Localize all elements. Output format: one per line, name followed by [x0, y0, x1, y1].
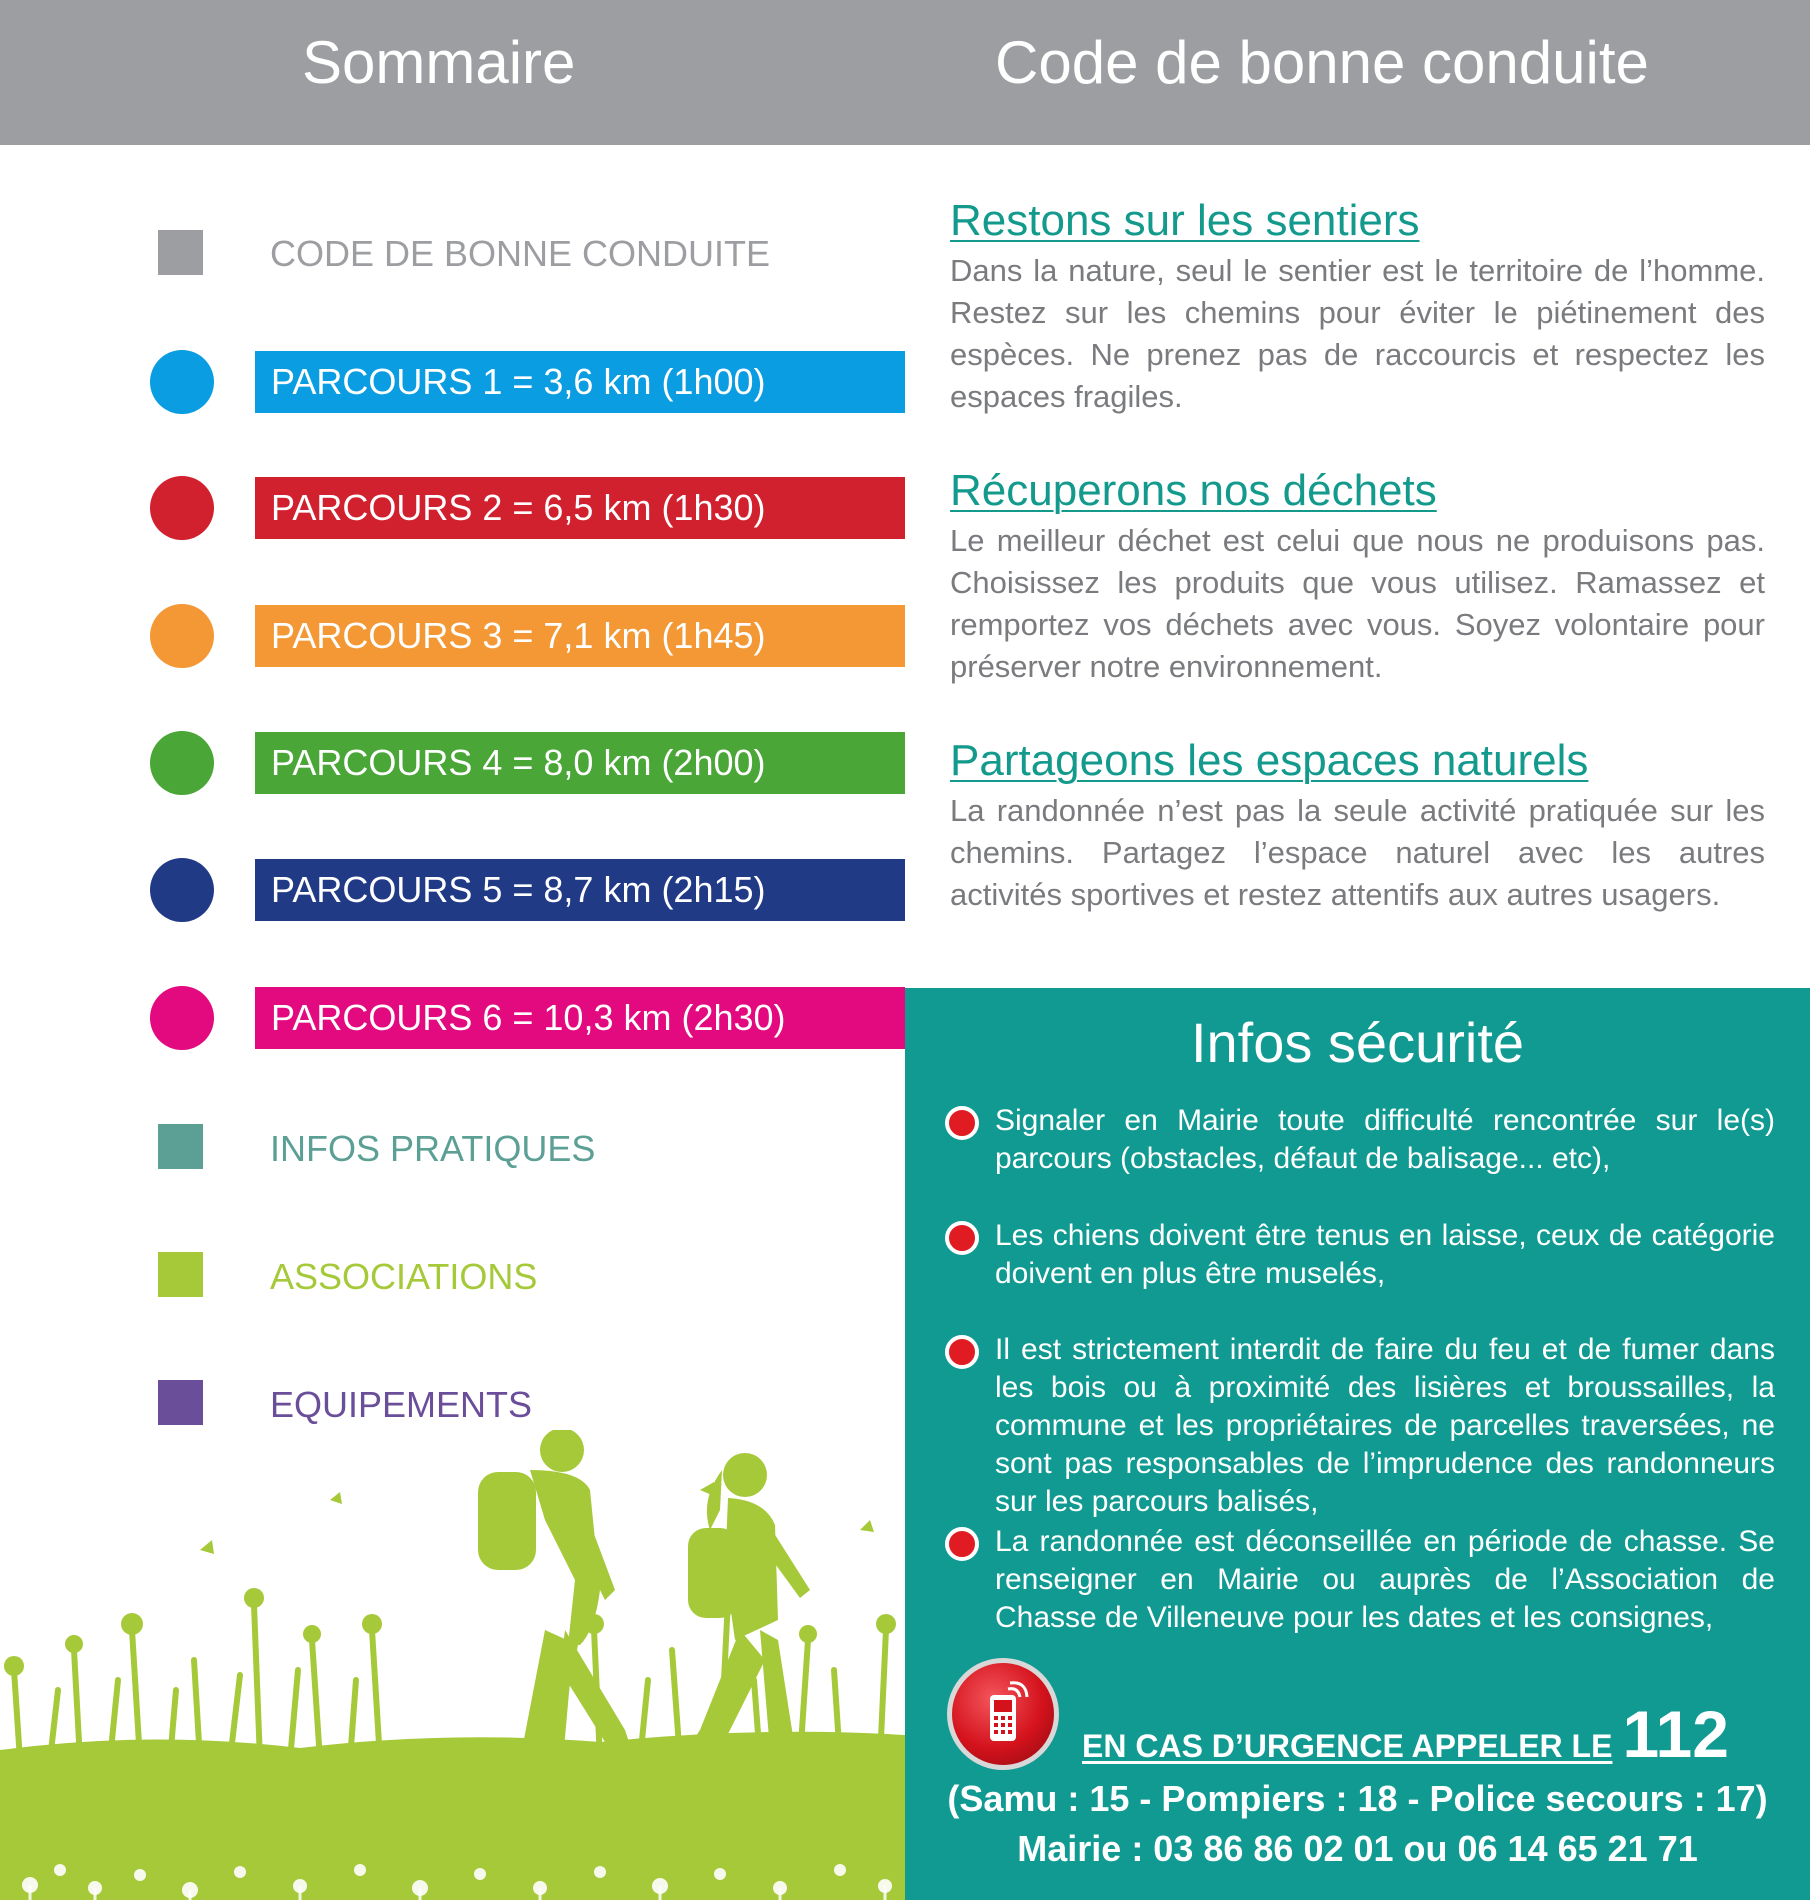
section-text: Le meilleur déchet est celui que nous ne produisons pas. Choisissez les produits que vous utilisez. Ramassez et remportez vos déchets avec vous. Soyez volontaire pour préserver notre environnement. [950, 523, 1765, 684]
section-text: Dans la nature, seul le sentier est le territoire de l’homme. Restez sur les chemins pour éviter le piétinement des espèces. Ne prenez pas de raccourcis et respectez les espaces fragiles. [950, 253, 1765, 414]
hikers-meadow-illustration [0, 1430, 905, 1900]
parcours-label: PARCOURS 1 = 3,6 km (1h00) [271, 361, 766, 402]
bullet-text: Signaler en Mairie toute difficulté rencontrée sur le(s) parcours (obstacles, défaut de balisage... etc), [995, 1104, 1775, 1175]
parcours-bar [255, 732, 905, 794]
magenta-dot-icon [150, 986, 214, 1050]
section-title: Récuperons nos déchets [950, 466, 1437, 515]
urgence-number: 112 [1622, 1697, 1729, 1771]
teal-square-icon [158, 1124, 203, 1169]
urgence-label: EN CAS D’URGENCE APPELER LE [1082, 1728, 1613, 1764]
toc-parcours-6[interactable] [0, 986, 910, 1056]
parcours-label: PARCOURS 3 = 7,1 km (1h45) [271, 615, 766, 656]
section-title: Restons sur les sentiers [950, 196, 1420, 245]
code-title: Code de bonne conduite [995, 29, 1649, 96]
securite-panel [905, 988, 1810, 1900]
purple-square-icon [158, 1380, 203, 1425]
header-band [0, 0, 1810, 145]
toc-label: ASSOCIATIONS [270, 1256, 538, 1297]
toc-infos-pratiques[interactable] [0, 1122, 910, 1192]
bullet-text: Il est strictement interdit de faire du feu et de fumer dans les bois ou à proximité des lisières et broussailles, la commune et les propriétaires de parcelles traversées, ne sont pas responsables de l’imprudence des randonneurs sur les parcours balisés, [995, 1333, 1775, 1518]
code-section-sentiers [950, 196, 1765, 418]
toc-parcours-4[interactable] [0, 731, 910, 801]
sommaire-title: Sommaire [302, 29, 576, 96]
parcours-bar [255, 987, 905, 1049]
toc-parcours-2[interactable] [0, 476, 910, 546]
section-text: La randonnée n’est pas la seule activité pratiquée sur les chemins. Partagez l’espace naturel avec les autres activités sportives et restez attentifs aux autres usagers. [950, 793, 1765, 912]
navy-dot-icon [150, 858, 214, 922]
toc-parcours-1[interactable] [0, 350, 910, 420]
toc-parcours-3[interactable] [0, 604, 910, 674]
toc-label: INFOS PRATIQUES [270, 1128, 596, 1169]
parcours-label: PARCOURS 4 = 8,0 km (2h00) [271, 742, 766, 783]
securite-title: Infos sécurité [1190, 1011, 1525, 1074]
toc-associations[interactable] [0, 1250, 910, 1320]
red-bullet-icon [945, 1335, 979, 1369]
toc-parcours-5[interactable] [0, 858, 910, 928]
urgence-line [1082, 1696, 1729, 1772]
toc-code-de-bonne-conduite[interactable] [0, 225, 910, 295]
grey-square-icon [158, 230, 203, 275]
red-bullet-icon [945, 1221, 979, 1255]
parcours-bar [255, 351, 905, 413]
mobile-phone-icon [947, 1658, 1059, 1770]
red-bullet-icon [945, 1106, 979, 1140]
toc-label: CODE DE BONNE CONDUITE [270, 233, 771, 274]
lime-square-icon [158, 1252, 203, 1297]
blue-dot-icon [150, 350, 214, 414]
red-bullet-icon [945, 1527, 979, 1561]
parcours-bar [255, 605, 905, 667]
parcours-bar [255, 859, 905, 921]
bullet-text: La randonnée est déconseillée en période de chasse. Se renseigner en Mairie ou auprès de l’Association de Chasse de Villeneuve pour les dates et les consignes, [995, 1525, 1775, 1634]
bullet-text: Les chiens doivent être tenus en laisse, ceux de catégorie doivent en plus être muselés, [995, 1219, 1775, 1290]
code-section-espaces [950, 736, 1765, 916]
code-section-dechets [950, 466, 1765, 688]
emergency-services: (Samu : 15 - Pompiers : 18 - Police secours : 17) [947, 1778, 1768, 1819]
parcours-bar [255, 477, 905, 539]
orange-dot-icon [150, 604, 214, 668]
parcours-label: PARCOURS 6 = 10,3 km (2h30) [271, 997, 786, 1038]
mairie-phone: Mairie : 03 86 86 02 01 ou 06 14 65 21 71 [1017, 1828, 1698, 1869]
red-dot-icon [150, 476, 214, 540]
toc-label: EQUIPEMENTS [270, 1384, 533, 1425]
section-title: Partageons les espaces naturels [950, 736, 1589, 785]
parcours-label: PARCOURS 5 = 8,7 km (2h15) [271, 869, 766, 910]
green-dot-icon [150, 731, 214, 795]
parcours-label: PARCOURS 2 = 6,5 km (1h30) [271, 487, 766, 528]
